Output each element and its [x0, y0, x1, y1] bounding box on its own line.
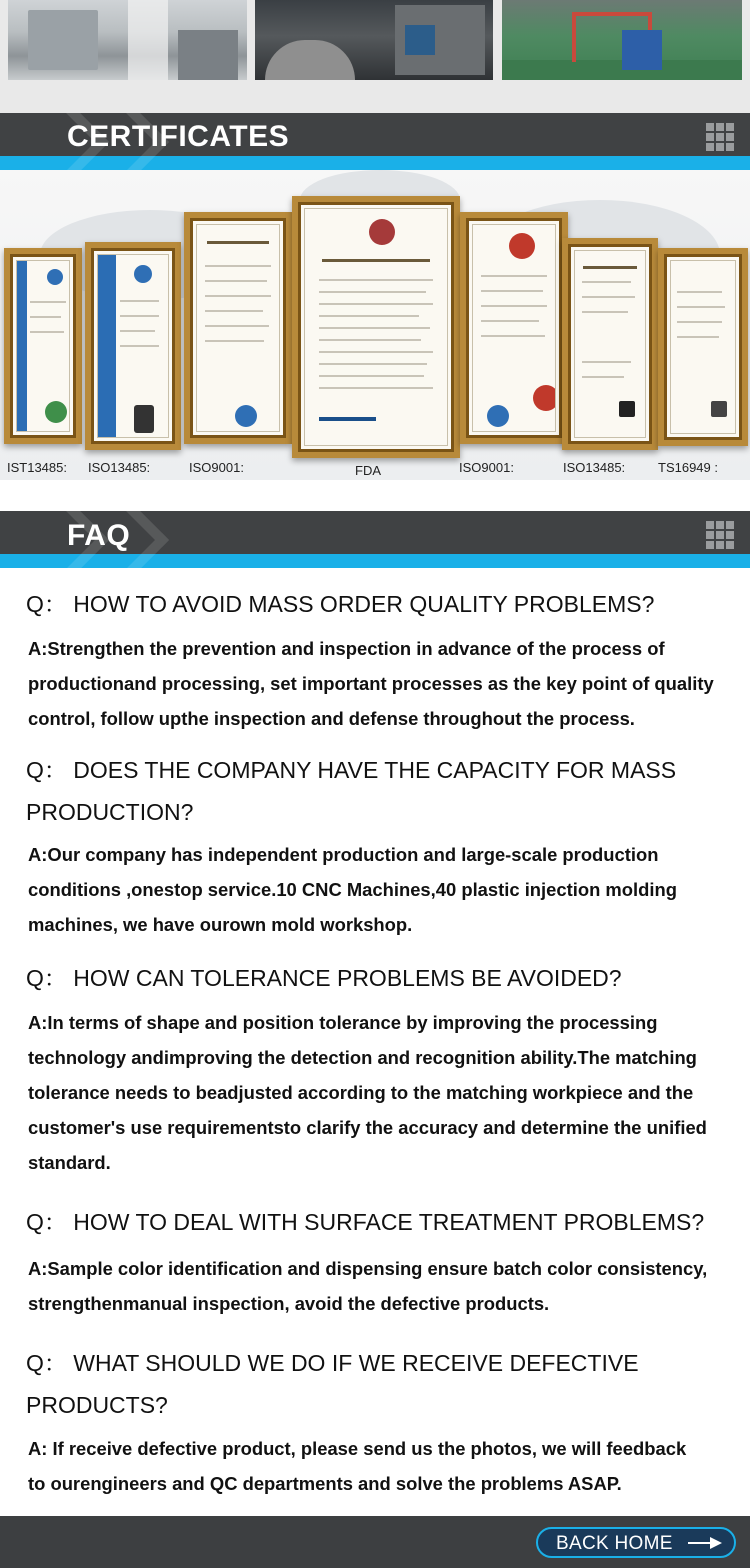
certificate-iso13485-b	[562, 238, 658, 450]
arrow-right-icon	[688, 1536, 722, 1550]
footer-bar	[0, 1516, 750, 1568]
faq-question: Q： HOW TO DEAL WITH SURFACE TREATMENT PROBLEMS?	[26, 1209, 705, 1235]
factory-photo-machine	[255, 0, 493, 80]
certificate-iso9001-b	[460, 212, 568, 444]
certificates-title: CERTIFICATES	[67, 120, 290, 153]
faq-answer: A:In terms of shape and position tolerance by improving the processing technology andimproving the detection and recognition ability.The matching tolerance needs to beadjusted according to the matching workpiece and the customer's use requirementsto clarify the accuracy and determine the unified standard.	[28, 1012, 707, 1173]
faq-answer: A:Strengthen the prevention and inspection in advance of the process of productionand processing, set important processes as the key point of quality control, follow upthe inspection and defense throughout the process.	[28, 638, 714, 729]
faq-question: Q： HOW CAN TOLERANCE PROBLEMS BE AVOIDED?	[26, 965, 622, 991]
factory-photo-inspection	[502, 0, 742, 80]
back-home-label: BACK HOME	[556, 1533, 673, 1554]
faq-answer: A: If receive defective product, please send us the photos, we will feedback to ourengineers and QC departments and solve the problems ASAP.	[28, 1438, 687, 1494]
factory-photo-workshop	[8, 0, 247, 80]
grid-menu-icon	[706, 521, 735, 550]
certificate-ts16949	[658, 248, 748, 446]
certificate-fda	[292, 196, 460, 458]
grid-menu-icon	[706, 123, 735, 152]
factory-photo-strip	[0, 0, 750, 113]
certificates-header	[0, 113, 750, 170]
certificates-gallery	[0, 170, 750, 480]
certificate-iso9001-a	[184, 212, 292, 444]
faq-answer: A:Our company has independent production and large-scale production conditions ,onestop service.10 CNC Machines,40 plastic injection molding machines, we have ourown mold workshop.	[28, 844, 677, 935]
faq-question: Q： HOW TO AVOID MASS ORDER QUALITY PROBLEMS?	[26, 591, 655, 617]
certificate-label: FDA	[355, 463, 381, 478]
certificate-label: ISO9001:	[189, 460, 244, 475]
certificate-label: TS16949 :	[658, 460, 718, 475]
faq-title: FAQ	[67, 519, 131, 552]
certificate-label: ISO9001:	[459, 460, 514, 475]
back-home-button[interactable]	[536, 1527, 736, 1558]
faq-question: Q： WHAT SHOULD WE DO IF WE RECEIVE DEFECTIVE PRODUCTS?	[26, 1350, 639, 1418]
faq-question: Q： DOES THE COMPANY HAVE THE CAPACITY FOR MASS PRODUCTION?	[26, 757, 677, 825]
certificate-label: IST13485:	[7, 460, 67, 475]
certificate-iso13485-a	[85, 242, 181, 450]
faq-header	[0, 511, 750, 568]
certificate-label: ISO13485:	[563, 460, 626, 475]
certificate-label: ISO13485:	[88, 460, 151, 475]
faq-answer: A:Sample color identification and dispensing ensure batch color consistency, strengthenmanual inspection, avoid the defective products.	[28, 1258, 708, 1314]
certificate-ist13485	[4, 248, 82, 444]
